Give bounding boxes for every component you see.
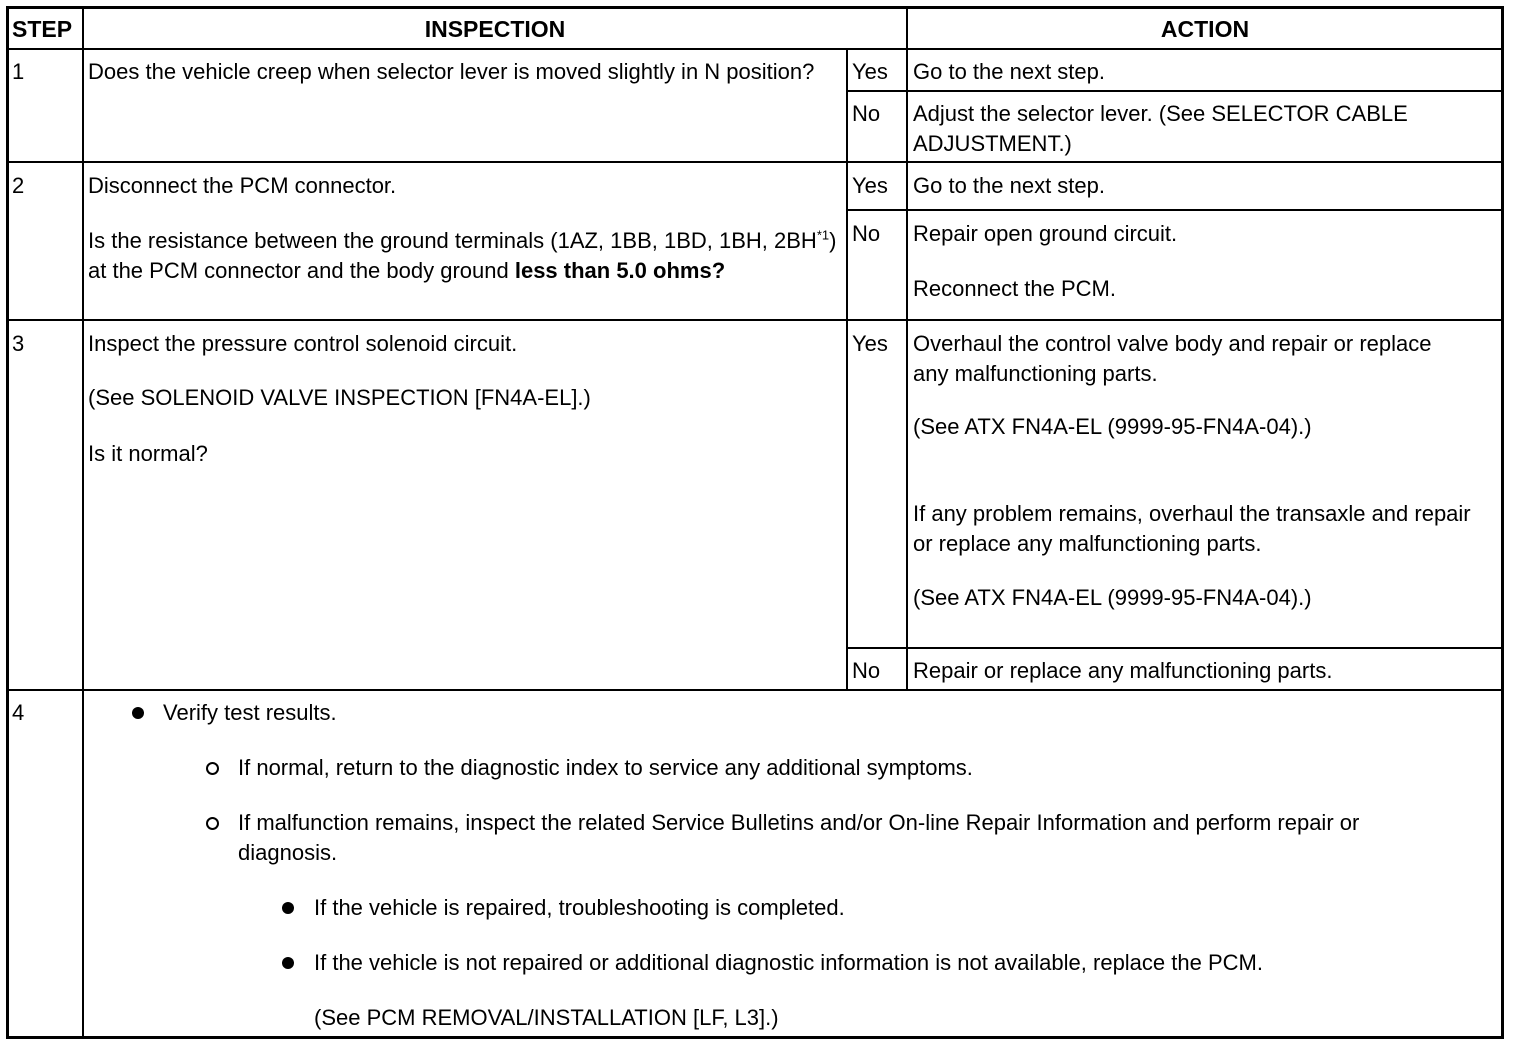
action-text: Adjust the selector lever. (See SELECTOR CABLE ADJUSTMENT.) <box>913 101 1408 156</box>
row-divider <box>6 689 1504 691</box>
bullet-icon <box>282 902 294 914</box>
list-item: Verify test results. <box>163 700 337 725</box>
inspection-text: Is it normal? <box>88 441 208 466</box>
action-text: Go to the next step. <box>913 59 1106 84</box>
action-text: Reconnect the PCM. <box>913 276 1116 301</box>
bullet-icon <box>282 957 294 969</box>
row-divider <box>846 647 1504 649</box>
yes-label: Yes <box>852 59 888 84</box>
inspection-criterion: less than 5.0 ohms? <box>514 258 726 283</box>
no-label: No <box>852 658 881 683</box>
list-item: (See PCM REMOVAL/INSTALLATION [LF, L3].) <box>314 1005 779 1030</box>
table-border <box>6 6 1504 9</box>
action-text: (See ATX FN4A-EL (9999-95-FN4A-04).) <box>913 414 1312 439</box>
footnote-marker: *1 <box>816 227 830 243</box>
column-divider <box>906 6 908 690</box>
row-divider <box>6 161 1504 163</box>
inspection-text-part: Is the resistance between the ground terminals (1AZ, 1BB, 1BD, 1BH, 2BH <box>88 228 817 253</box>
step-number: 1 <box>12 59 25 84</box>
row-divider <box>6 48 1504 50</box>
table-border <box>6 1036 1504 1039</box>
column-divider <box>846 49 848 690</box>
yes-label: Yes <box>852 331 888 356</box>
action-text: (See ATX FN4A-EL (9999-95-FN4A-04).) <box>913 585 1312 610</box>
step-number: 4 <box>12 700 25 725</box>
header-inspection: INSPECTION <box>424 16 566 42</box>
inspection-text: Does the vehicle creep when selector lever is moved slightly in N position? <box>88 59 815 84</box>
row-divider <box>846 209 1504 211</box>
list-item: If the vehicle is not repaired or additional diagnostic information is not available, replace the PCM. <box>314 950 1263 975</box>
list-item: If malfunction remains, inspect the related Service Bulletins and/or On-line Repair Information and perform repair or diagnosis. <box>238 810 1360 865</box>
header-step: STEP <box>12 16 73 42</box>
action-text: Overhaul the control valve body and repair or replace any malfunctioning parts. <box>913 331 1432 386</box>
no-label: No <box>852 221 881 246</box>
step-number: 3 <box>12 331 25 356</box>
step-number: 2 <box>12 173 25 198</box>
row-divider <box>846 90 1504 92</box>
list-item: If normal, return to the diagnostic index to service any additional symptoms. <box>238 755 973 780</box>
inspection-text-part: ) at the PCM connector and the body ground <box>88 228 837 283</box>
no-label: No <box>852 101 881 126</box>
inspection-text <box>88 226 838 286</box>
bullet-icon <box>132 707 144 719</box>
list-item: If the vehicle is repaired, troubleshooting is completed. <box>314 895 845 920</box>
row-divider <box>6 319 1504 321</box>
action-text: If any problem remains, overhaul the transaxle and repair or replace any malfunctioning parts. <box>913 501 1471 556</box>
header-action: ACTION <box>1160 16 1250 42</box>
inspection-text: (See SOLENOID VALVE INSPECTION [FN4A-EL].) <box>88 385 591 410</box>
inspection-text: Inspect the pressure control solenoid circuit. <box>88 331 518 356</box>
yes-label: Yes <box>852 173 888 198</box>
action-text: Repair or replace any malfunctioning parts. <box>913 658 1333 683</box>
action-text: Repair open ground circuit. <box>913 221 1178 246</box>
inspection-text: Disconnect the PCM connector. <box>88 173 397 198</box>
action-text: Go to the next step. <box>913 173 1106 198</box>
circle-bullet-icon <box>206 817 219 830</box>
circle-bullet-icon <box>206 762 219 775</box>
